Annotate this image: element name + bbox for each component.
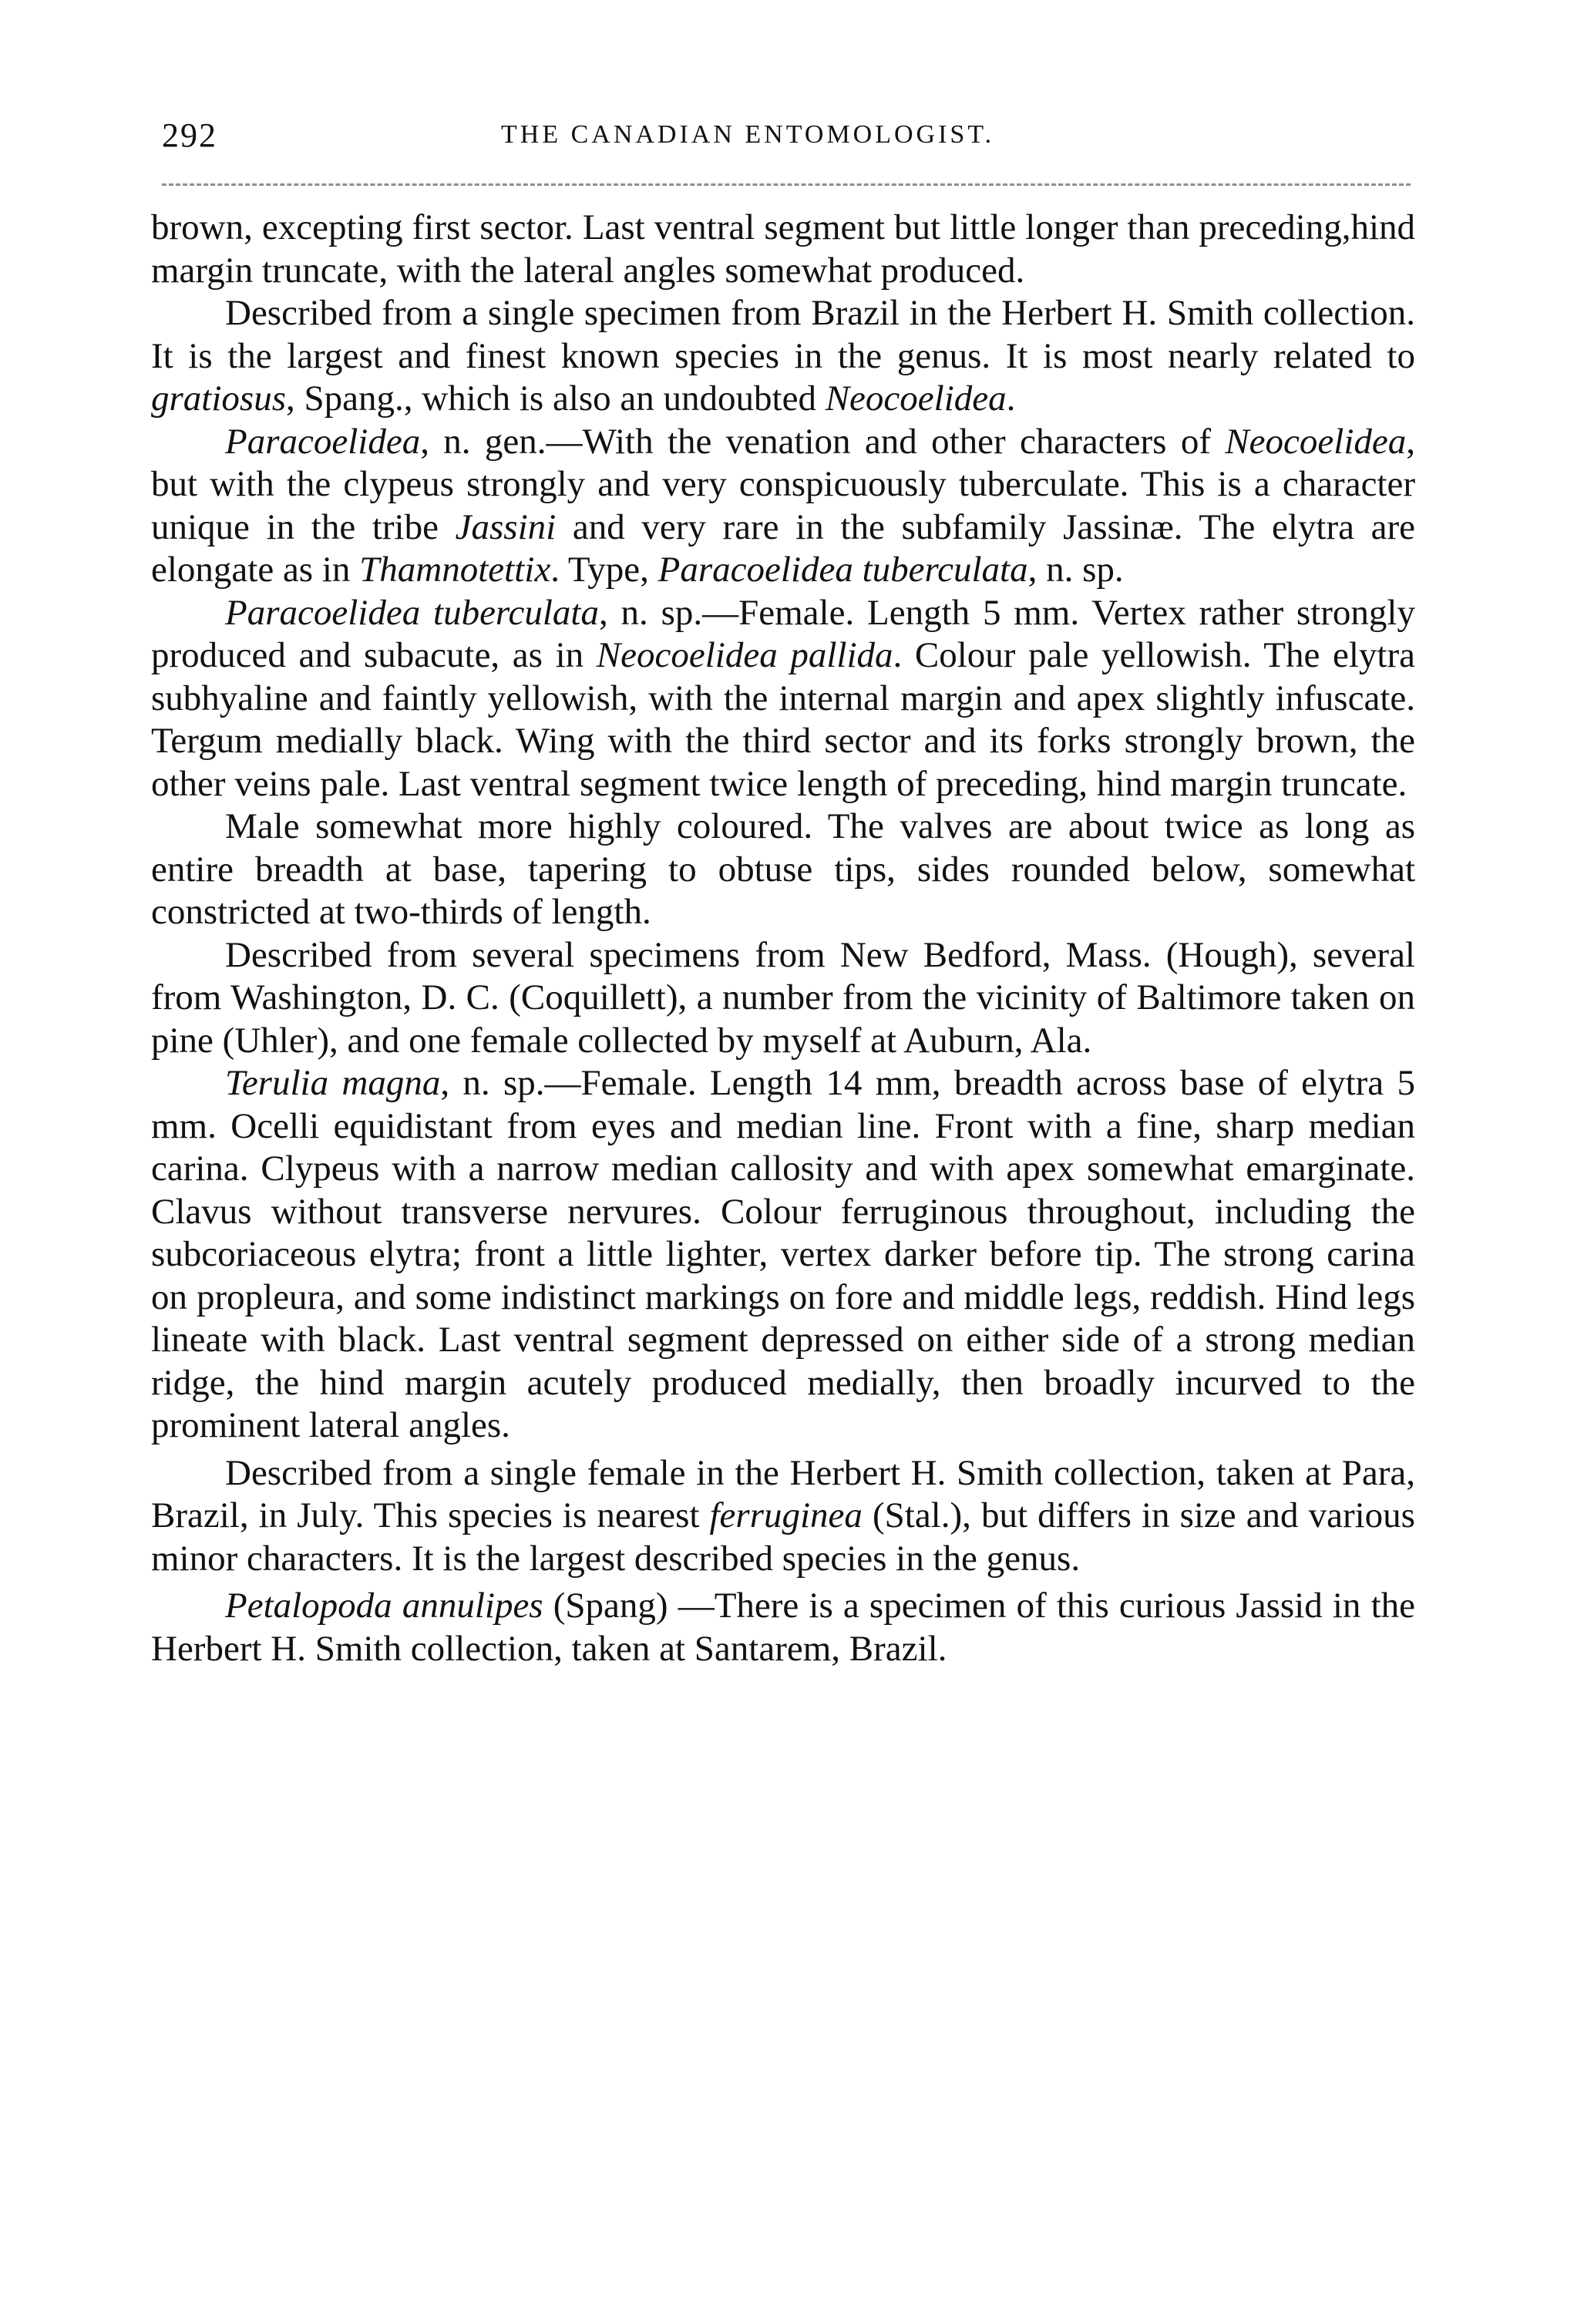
paragraph-text: , n. sp. (1027, 550, 1124, 590)
genus-name: Thamnotettix (359, 550, 551, 590)
page-header (162, 116, 1426, 162)
paragraph-male (151, 805, 1415, 934)
paragraph-text: Male somewhat more highly coloured. The valves are about twice as long as entire breadth at base, tapering to obtuse tips, sides rounded below, somewhat constricted at two-thirds of length. (151, 806, 1415, 932)
genus-name: Neocoelidea (1225, 421, 1407, 462)
species-name: ferruginea (709, 1495, 863, 1535)
paragraph-text: , n. sp.—Female. Length 5 mm. Vertex rather strongly produced and subacute, as in (151, 592, 1415, 675)
running-title: THE CANADIAN ENTOMOLOGIST. (501, 120, 995, 149)
paragraph-text: Described from a single specimen from Brazil in the Herbert H. Smith collection. It is the largest and finest known species in the genus. It is most nearly related to (151, 293, 1415, 376)
paragraph-petalopoda (151, 1585, 1415, 1670)
paragraph-text: Described from a single female in the Herbert H. Smith collection, taken at Para, Brazil, in July. This species is nearest (151, 1452, 1415, 1535)
paragraph-text: . Colour pale yellowish. The elytra subhyaline and faintly yellowish, with the internal margin and apex slightly infuscate. Tergum medially black. Wing with the third sector and its forks strongly brown, the other veins pale. Last ventral segment twice length of preceding, hind margin truncate. (151, 635, 1415, 804)
paragraph-paracoelidea-species (151, 592, 1415, 806)
species-name: Paracoelidea tuberculata (657, 550, 1028, 590)
paragraph-text: . (1006, 378, 1016, 419)
species-name: gratiosus (151, 378, 286, 419)
species-name: Terulia magna (225, 1063, 441, 1103)
species-name: Neocoelidea pallida (596, 635, 893, 675)
paragraph-text: . Type, (550, 550, 658, 590)
paragraph-specimens (151, 934, 1415, 1063)
paragraph-text: and very rare in the subfamily Jassinæ. The elytra are elongate as in (151, 506, 1415, 590)
tribe-name: Jassini (455, 506, 557, 547)
paragraph-paracoelidea-genus (151, 421, 1415, 592)
paragraph-terulia-magna (151, 1062, 1415, 1448)
paragraph-text: (Stal.), but differs in size and various minor characters. It is the largest described species in the genus. (151, 1495, 1415, 1579)
paragraph-text: (Spang) —There is a specimen of this curious Jassid in the Herbert H. Smith collection, taken at Santarem, Brazil. (151, 1586, 1415, 1669)
paragraph-text: , n. gen.—With the venation and other characters of (420, 421, 1226, 462)
paragraph-text: , but with the clypeus strongly and very conspicuously tuberculate. This is a character unique in the tribe (151, 421, 1415, 547)
paragraph-text: brown, excepting first sector. Last ventral segment but little longer than preceding,hind margin truncate, with the lateral angles somewhat produced. (151, 207, 1415, 291)
paragraph-text: Described from several specimens from New Bedford, Mass. (Hough), several from Washington, D. C. (Coquillett), a number from the vicinity of Baltimore taken on pine (Uhler), and one female collected by myself at Auburn, Ala. (151, 934, 1415, 1061)
paragraph-text: , n. sp.—Female. Length 14 mm, breadth across base of elytra 5 mm. Ocelli equidistant from eyes and median line. Front with a fine, sharp median carina. Clypeus with a narrow median callosity and with apex somewhat emarginate. Clavus without transverse nervures. Colour ferruginous throughout, including the subcoriaceous elytra; front a little lighter, vertex darker before tip. The strong carina on propleura, and some indistinct markings on fore and middle legs, reddish. Hind legs lineate with black. Last ventral segment depressed on either side of a strong median ridge, the hind margin acutely produced medially, then broadly incurved to the prominent lateral angles. (151, 1063, 1415, 1445)
paragraph-text: , Spang., which is also an undoubted (286, 378, 826, 419)
header-rule (162, 183, 1411, 186)
paragraph-continuation (151, 207, 1415, 292)
page-number: 292 (162, 116, 217, 154)
species-name: Paracoelidea tuberculata (225, 592, 599, 633)
paragraph-description-brazil (151, 292, 1415, 421)
species-name: Petalopoda annulipes (225, 1586, 543, 1626)
genus-name: Neocoelidea (825, 378, 1007, 419)
body-text (151, 207, 1415, 1670)
paragraph-terulia-description (151, 1452, 1415, 1581)
genus-name: Paracoelidea (225, 421, 421, 462)
